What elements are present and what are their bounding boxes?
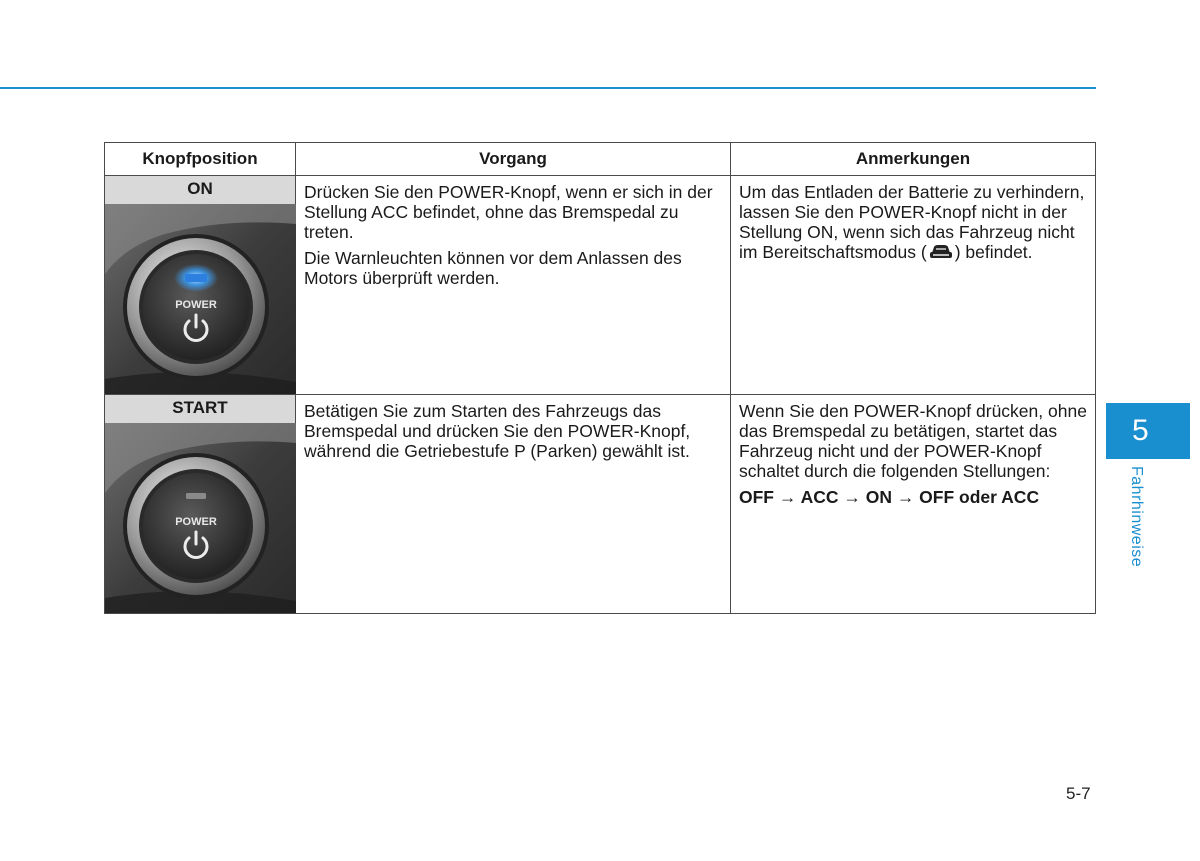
- anmerkungen-cell-start: [731, 395, 1096, 614]
- vorgang-cell-start: [296, 395, 731, 614]
- chapter-number-tab: 5: [1106, 403, 1190, 459]
- power-button-table: [104, 142, 1096, 614]
- header-vorgang: Vorgang: [296, 143, 731, 176]
- state-sequence: OFF → ACC → ON → OFF oder ACC: [739, 487, 1040, 507]
- top-rule: [0, 87, 1096, 89]
- chapter-title: Fahrhinweise: [1128, 466, 1145, 568]
- power-text-start: POWER: [175, 516, 217, 528]
- anmerkungen-text: Wenn Sie den POWER-Knopf drücken, ohne das Bremspedal zu betätigen, startet das Fahrzeug nicht und der POWER-Knopf schaltet durch die folgenden Stellungen:: [739, 401, 1087, 481]
- header-anmerkungen: Anmerkungen: [731, 143, 1096, 176]
- anmerkungen-text: ) befindet.: [954, 242, 1033, 262]
- anmerkungen-cell-on: [731, 176, 1096, 395]
- power-text-on: POWER: [175, 299, 217, 311]
- vorgang-text: Drücken Sie den POWER-Knopf, wenn er sich in der Stellung ACC befindet, ohne das Bremspedal zu treten.: [304, 182, 713, 242]
- header-knopfposition: Knopfposition: [105, 143, 296, 176]
- position-label-on: ON: [105, 176, 295, 204]
- power-button-on-image: [105, 204, 296, 394]
- table-row-on: [105, 176, 1096, 395]
- vorgang-cell-on: [296, 176, 731, 395]
- ready-car-icon: [929, 243, 953, 261]
- position-cell-on: [105, 176, 296, 395]
- table-row-start: [105, 395, 1096, 614]
- position-cell-start: [105, 395, 296, 614]
- position-label-start: START: [105, 395, 295, 423]
- vorgang-text: Die Warnleuchten können vor dem Anlassen des Motors überprüft werden.: [304, 248, 682, 288]
- page-number: 5-7: [1066, 784, 1091, 803]
- anmerkungen-text: Um das Entladen der Batterie zu verhindern, lassen Sie den POWER-Knopf nicht in der Stellung ON, wenn sich das Fahrzeug nicht im Bereitschaftsmodus (: [739, 182, 1085, 262]
- table-header-row: [105, 143, 1096, 176]
- vorgang-text: Betätigen Sie zum Starten des Fahrzeugs das Bremspedal und drücken Sie den POWER-Knopf, während die Getriebestufe P (Parken) gewählt ist.: [304, 401, 691, 461]
- power-button-start-image: [105, 423, 296, 613]
